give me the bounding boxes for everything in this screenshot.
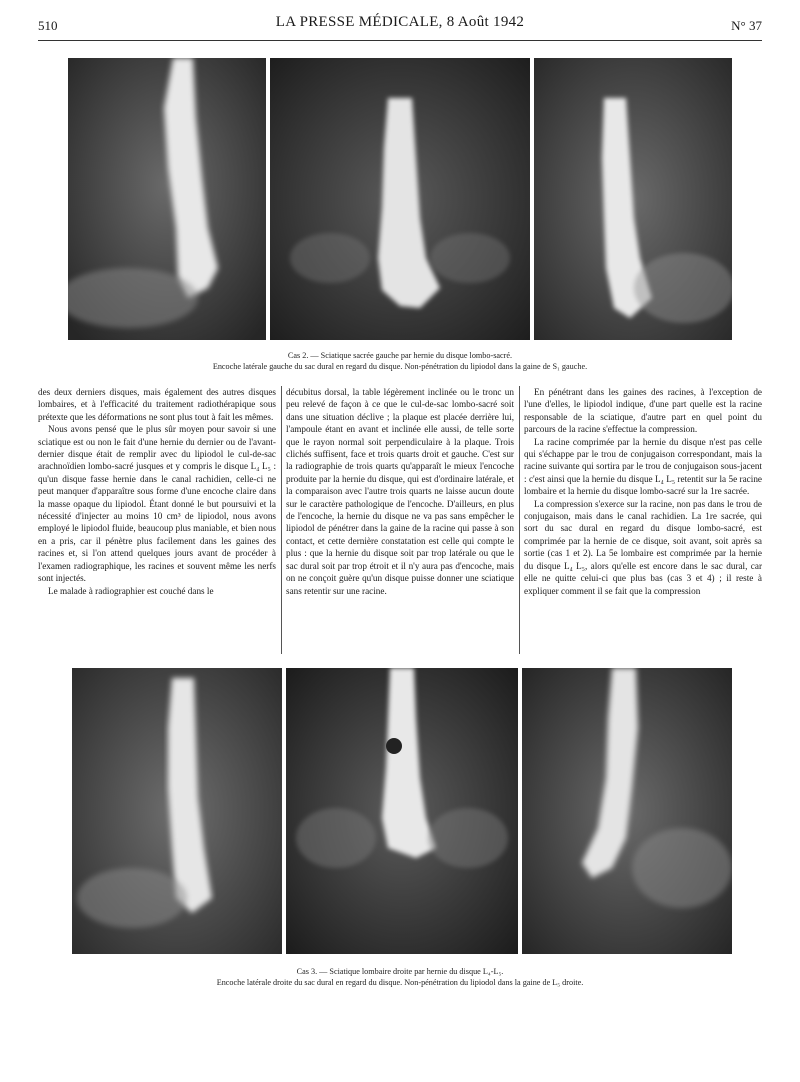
column-3 (524, 386, 762, 597)
col3-paragraph: En pénétrant dans les gaines des racines, à l'exception de l'une d'elles, le lipiodol indique, d'une part quelle est la racine responsable de la sciatique, d'autre part en quel point du parcours de la racine s'effectue la compression. (524, 387, 762, 435)
figure-2-images (68, 58, 732, 340)
figure-2-caption (38, 350, 762, 372)
column-divider (281, 386, 282, 654)
col3-paragraph: La compression s'exerce sur la racine, non pas dans le trou de conjugaison, mais dans le canal rachidien. La 1re sacrée, qui sort du sac dural en regard du disque lombo-sacré, est comprimée par la hernie de ce disque, soit avant, soit après sa sortie (cas 1 et 2). La 5e lombaire est comprimée par la hernie du disque L₄ L₅, alors qu'elle est encore dans le sac dural, car elle ne quitte celui-ci que plus bas (cas 3 et 4) ; il reste à expliquer comment il se fait que la compression (524, 498, 762, 596)
figure-3-caption-line1: Cas 3. — Sciatique lombaire droite par hernie du disque L₄-L₅. (296, 967, 504, 976)
issue-number: N° 37 (731, 18, 762, 33)
header-rule (38, 40, 762, 41)
page-header (38, 14, 762, 36)
page-number: 510 (38, 18, 58, 33)
figure-3-caption-line2: Encoche latérale droite du sac dural en regard du disque. Non-pénétration du lipiodol dans la gaine de L₅ droite. (216, 978, 584, 987)
xray-panel-4 (72, 668, 282, 954)
journal-title: LA PRESSE MÉDICALE, 8 Août 1942 (275, 14, 525, 30)
column-2 (286, 386, 514, 597)
col2-paragraph: décubitus dorsal, la table légèrement inclinée ou le tronc un peu relevé de façon à ce que le cul-de-sac lombo-sacré soit dans une situation déclive ; la plaque est placée derrière lui, l'ampoule étant en avant et inclinée elle aussi, de telle sorte que le rayon normal soit perpendiculaire à la plaque. Trois clichés suffisent, face et trois quarts droit et gauche. C'est sur la radiographie de trois quarts qu'apparaît le mieux l'encoche produite par la hernie du disque, qui est d'ordinaire latérale, et la comparaison avec l'autre trois quarts ne laisse aucun doute sur le caractère pathologique de l'encoche. D'ailleurs, en plus de l'encoche, la hernie du disque ne va pas sans empêcher le lipiodol de pénétrer dans la gaine de la racine qui passe à son contact, et cette dernière constatation est celle qui compte le plus : que la hernie du disque soit par trop latérale ou que le sac dural soit par trop étroit et il n'y aura pas d'encoche, mais on ne conçoit guère qu'un disque puisse donner une sciatique sans retentir sur une racine. (286, 387, 514, 596)
xray-panel-3 (534, 58, 732, 340)
column-1 (38, 386, 276, 597)
xray-panel-2 (270, 58, 530, 340)
xray-panel-5 (286, 668, 518, 954)
figure-2-caption-line2: Encoche latérale gauche du sac dural en regard du disque. Non-pénétration du lipiodol dans la gaine de S₁ gauche. (212, 362, 588, 371)
figure-3-images (72, 668, 732, 954)
xray-panel-6 (522, 668, 732, 954)
col1-paragraph: Nous avons pensé que le plus sûr moyen pour savoir si une sciatique est ou non le fait d'une hernie du dernier ou de l'avant-dernier disque était de remplir avec du lipiodol le cul-de-sac arachnoïdien lombo-sacré jusques et y compris le disque L₄ L₅ : qu'un disque fasse hernie dans le canal rachidien, celle-ci ne peut manquer d'apparaître sous forme d'une encoche claire dans la masse opaque du lipiodol. Étant donné le but poursuivi et la nécessité d'injecter au moins 10 cm³ de lipiodol, nous avons employé le lipiodol fluide, beaucoup plus maniable, et bien nous en a pris, car il pénètre plus facilement dans les gaines des racines et, si l'on attend quelques jours avant de procéder à l'examen radiographique, les racines et souvent même les nerfs sont injectés. (38, 424, 276, 584)
figure-3-caption (38, 966, 762, 988)
article-body (38, 386, 762, 654)
xray-panel-1 (68, 58, 266, 340)
col1-paragraph: Le malade à radiographier est couché dans le (48, 585, 214, 596)
col1-paragraph: des deux derniers disques, mais également des autres disques lombaires, et à l'efficacité du traitement radiothérapique sous prétexte que les déformations ne sont plus tout à fait les mêmes. (38, 387, 276, 422)
figure-2-caption-line1: Cas 2. — Sciatique sacrée gauche par hernie du disque lombo-sacré. (287, 351, 513, 360)
col3-paragraph: La racine comprimée par la hernie du disque n'est pas celle qui s'échappe par le trou de conjugaison correspondant, mais la racine suivante qui sortira par le trou de conjugaison sous-jacent : c'est ainsi que la hernie du disque L₄ L₅ retentit sur la 5e racine lombaire et la hernie du disque lombo-sacré sur la 1re sacrée. (524, 436, 762, 497)
column-divider (519, 386, 520, 654)
